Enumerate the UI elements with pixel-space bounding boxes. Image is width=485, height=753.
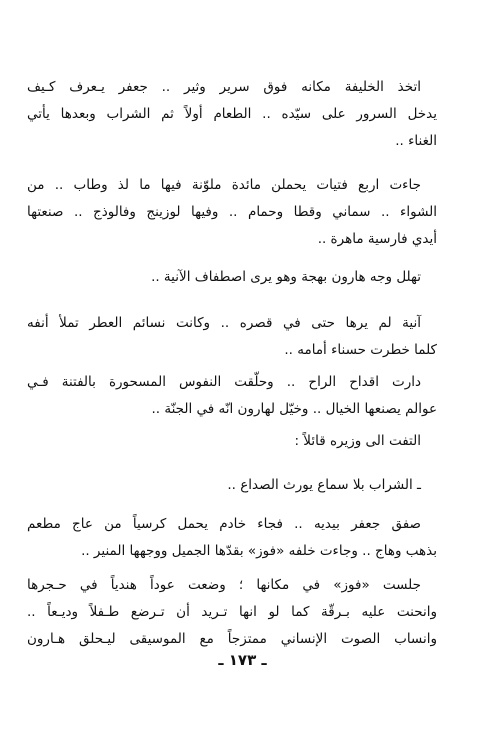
text-line: عوالم يصنعها الخيال .. وخيّل لهارون انّه في الجنّة .. bbox=[151, 401, 437, 417]
text-line: اتخذ الخليفة مكانه فوق سرير وثير .. جعفر يـعرف كـيف bbox=[27, 79, 421, 95]
text-line: وانحنت عليه بـرقّة كما لو انها تـريد أن تـرضع طـفلاً وديـعاً .. bbox=[27, 604, 437, 620]
paragraph-caliph-seat bbox=[27, 74, 437, 155]
text-line: أيدي فارسية ماهرة .. bbox=[317, 231, 437, 247]
paragraph-jafar-claps bbox=[27, 511, 437, 565]
text-line: ـ الشراب بلا سماع يورث الصداع .. bbox=[227, 477, 421, 493]
text-line: بذهب وهاج .. وجاءت خلفه «فوز» بقدّها الجميل ووجهها المنير .. bbox=[81, 543, 437, 559]
text-line: كلما خطرت حسناء أمامه .. bbox=[284, 342, 437, 358]
text-line: الشواء .. سماني وقطا وحمام .. وفيها لوزينج وفالوذج .. صنعتها bbox=[27, 204, 437, 220]
paragraph-harun-joy bbox=[27, 264, 437, 291]
paragraph-dialogue bbox=[27, 472, 437, 499]
paragraph-girls-table bbox=[27, 172, 437, 253]
text-line: تهلل وجه هارون بهجة وهو يرى اصطفاف الآنية .. bbox=[151, 269, 421, 285]
text-line: التفت الى وزيره قائلاً : bbox=[294, 433, 421, 449]
text-line: يدخل السرور على سيّده .. الطعام أولاً ثم الشراب وبعدها يأتي bbox=[27, 106, 437, 122]
text-line: دارت اقداح الراح .. وحلّقت النفوس المسحورة بالفتنة فـي bbox=[27, 374, 421, 390]
paragraph-wine-cups bbox=[27, 369, 437, 423]
paragraph-fawz-sits bbox=[27, 572, 437, 653]
paragraph-vessels bbox=[27, 310, 437, 364]
text-line: صفق جعفر بيديه .. فجاء خادم يحمل كرسياً من عاج مطعم bbox=[27, 516, 421, 532]
paragraph-turned-to-vizier bbox=[27, 428, 437, 455]
text-line: الغناء .. bbox=[395, 133, 437, 149]
text-line: جاءت اربع فتيات يحملن مائدة ملوّنة فيها ما لذ وطاب .. من bbox=[27, 177, 421, 193]
text-line: وانساب الصوت الإنساني ممتزجاً مع الموسيقى ليـحلق هـارون bbox=[27, 631, 437, 647]
page-number: ـ ١٧٣ ـ bbox=[218, 651, 267, 669]
text-line: آنية لم يرها حتى في قصره .. وكانت نسائم العطر تملأ أنفه bbox=[27, 315, 421, 331]
text-line: جلست «فوز» في مكانها ؛ وضعت عوداً هندياً في حـجرها bbox=[27, 577, 421, 593]
